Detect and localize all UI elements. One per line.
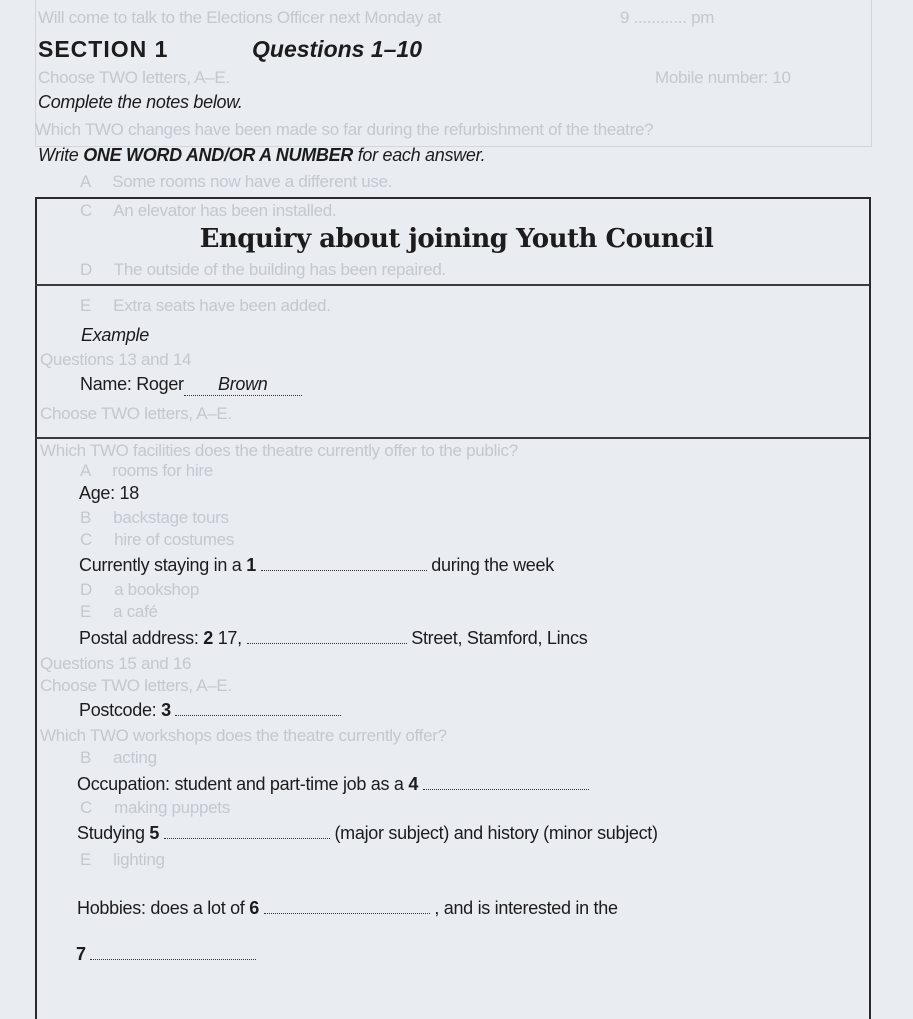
notes-form-box xyxy=(35,197,871,1019)
questions-range: Questions 1–10 xyxy=(252,36,423,62)
instruction-complete-notes: Complete the notes below. xyxy=(38,92,243,112)
show-through-line: B acting xyxy=(80,748,157,767)
answer-blank-5[interactable] xyxy=(164,824,330,839)
question-7: 7 xyxy=(76,944,256,965)
answer-blank-4[interactable] xyxy=(423,775,589,790)
question-2: Postal address: 2 17, Street, Stamford, Lincs xyxy=(79,628,588,648)
show-through-line: A rooms for hire xyxy=(80,461,213,480)
answer-blank-1[interactable] xyxy=(261,556,427,571)
answer-blank-3[interactable] xyxy=(175,701,341,716)
show-through-line: C making puppets xyxy=(80,798,230,817)
show-through-line: Mobile number: 10 xyxy=(655,68,791,87)
show-through-line: D The outside of the building has been repaired. xyxy=(80,260,446,279)
show-through-line: 9 ............ pm xyxy=(620,8,715,27)
show-through-line: Questions 13 and 14 xyxy=(40,350,192,369)
show-through-line: Will come to talk to the Elections Officer next Monday at xyxy=(38,8,442,27)
show-through-line: C hire of costumes xyxy=(80,530,235,549)
show-through-line: D a bookshop xyxy=(80,580,199,599)
example-name: Name: Roger Brown xyxy=(80,374,302,396)
show-through-line: B backstage tours xyxy=(80,508,229,527)
show-through-line: Which TWO changes have been made so far during the refurbishment of the theatre? xyxy=(35,120,654,139)
question-1: Currently staying in a 1 during the week xyxy=(79,555,554,575)
example-answer: Brown xyxy=(184,374,302,396)
question-3: Postcode: 3 xyxy=(79,700,341,721)
question-5: Studying 5 (major subject) and history (minor subject) xyxy=(77,823,658,843)
divider xyxy=(35,284,869,286)
divider xyxy=(35,437,869,439)
show-through-line: C An elevator has been installed. xyxy=(80,201,337,220)
example-label: Example xyxy=(81,325,149,345)
answer-blank-2[interactable] xyxy=(247,629,407,644)
question-6: Hobbies: does a lot of 6 , and is interested in the xyxy=(77,898,618,918)
show-through-line: E lighting xyxy=(80,850,165,869)
show-through-line: Choose TWO letters, A–E. xyxy=(38,68,230,87)
show-through-line: Choose TWO letters, A–E. xyxy=(40,404,232,423)
show-through-line: E Extra seats have been added. xyxy=(80,296,331,315)
answer-blank-6[interactable] xyxy=(264,899,430,914)
show-through-line: E a café xyxy=(80,602,158,621)
instruction-word-limit: Write ONE WORD AND/OR A NUMBER for each answer. xyxy=(38,145,486,165)
show-through-line: Which TWO facilities does the theatre currently offer to the public? xyxy=(40,441,518,460)
show-through-line: Choose TWO letters, A–E. xyxy=(40,676,232,695)
answer-blank-7[interactable] xyxy=(90,945,256,960)
show-through-line: Which TWO workshops does the theatre currently offer? xyxy=(40,726,447,745)
show-through-line: Questions 15 and 16 xyxy=(40,654,192,673)
show-through-line: A Some rooms now have a different use. xyxy=(80,172,393,191)
form-title: Enquiry about joining Youth Council xyxy=(199,224,714,254)
question-4: Occupation: student and part-time job as a 4 xyxy=(77,774,589,795)
section-label: SECTION 1 xyxy=(38,36,169,62)
age-line: Age: 18 xyxy=(79,483,139,503)
